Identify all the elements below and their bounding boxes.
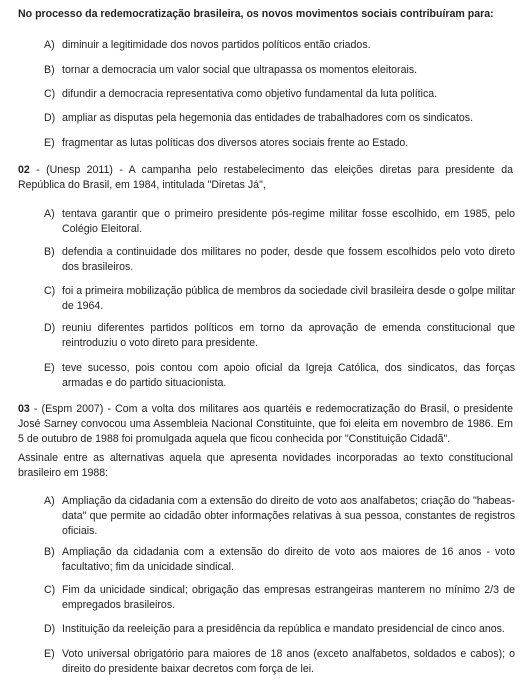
q1-option-e[interactable] <box>44 136 515 151</box>
option-letter: E) <box>44 648 55 660</box>
q3-option-e[interactable] <box>44 647 515 677</box>
option-letter: D) <box>44 112 56 124</box>
option-text: fragmentar as lutas políticas dos diversos atores sociais frente ao Estado. <box>62 137 409 149</box>
q2-statement <box>18 163 513 193</box>
option-letter: E) <box>44 362 55 374</box>
option-text: defendia a continuidade dos militares no poder, desde que fossem escolhidos pelo voto direto dos brasileiros. <box>62 246 515 273</box>
option-letter: A) <box>44 208 55 220</box>
q1-statement: No processo da redemocratização brasileira, os novos movimentos sociais contribuíram para: <box>18 8 494 20</box>
q3-option-c[interactable] <box>44 583 515 613</box>
q1-option-a[interactable] <box>44 38 515 53</box>
option-text: foi a primeira mobilização pública de membros da sociedade civil brasileira desde o golpe militar de 1964. <box>62 285 515 312</box>
option-text: Ampliação da cidadania com a extensão do direito de voto aos analfabetos; criação do "habeas-data" que permite ao cidadão obter informações relativas à sua pessoa, constantes de registros oficiais. <box>62 495 515 537</box>
option-letter: C) <box>44 88 56 100</box>
option-letter: A) <box>44 495 55 507</box>
q3-option-d[interactable] <box>44 622 515 637</box>
option-letter: B) <box>44 64 55 76</box>
q3-text: - (Espm 2007) - Com a volta dos militares aos quartéis e redemocratização do Brasil, o presidente José Sarney convocou uma Assembleia Nacional Constituinte, que foi eleita em novembro de 1986. Em 5 de outubro de 1988 foi promulgada aquela que ficou conhecida por "Constituição Cidadã". <box>18 403 513 445</box>
q2-option-b[interactable] <box>44 245 515 275</box>
option-text: Ampliação da cidadania com a extensão do direito de voto aos maiores de 16 anos - voto facultativo; fim da unicidade sindical. <box>62 546 515 573</box>
q2-option-e[interactable] <box>44 361 515 391</box>
q2-number: 02 <box>18 164 30 176</box>
q3-number: 03 <box>18 403 30 415</box>
q3-statement <box>18 402 513 447</box>
option-letter: A) <box>44 39 55 51</box>
q2-option-c[interactable] <box>44 284 515 314</box>
option-letter: D) <box>44 623 56 635</box>
q2-option-d[interactable] <box>44 321 515 351</box>
q1-option-b[interactable] <box>44 63 515 78</box>
option-text: Instituição da reeleição para a presidência da república e mandato presidencial de cinco anos. <box>62 623 505 635</box>
q3-option-a[interactable] <box>44 494 515 539</box>
q2-option-a[interactable] <box>44 207 515 237</box>
option-letter: D) <box>44 322 56 334</box>
q3-instruction: Assinale entre as alternativas aquela que apresenta novidades incorporadas ao texto constitucional brasileiro em 1988: <box>18 452 513 479</box>
option-letter: E) <box>44 137 55 149</box>
option-letter: C) <box>44 285 56 297</box>
option-letter: B) <box>44 246 55 258</box>
option-letter: C) <box>44 584 56 596</box>
option-text: difundir a democracia representativa como objetivo fundamental da luta política. <box>62 88 438 100</box>
option-text: tentava garantir que o primeiro presidente pós-regime militar fosse escolhido, em 1985, pelo Colégio Eleitoral. <box>62 208 515 235</box>
option-text: tornar a democracia um valor social que ultrapassa os momentos eleitorais. <box>62 64 418 76</box>
option-text: ampliar as disputas pela hegemonia das entidades de trabalhadores com os sindicatos. <box>62 112 474 124</box>
option-text: Fim da unicidade sindical; obrigação das empresas estrangeiras manterem no mínimo 2/3 de empregados brasileiros. <box>62 584 515 611</box>
q1-option-c[interactable] <box>44 87 515 102</box>
option-text: diminuir a legitimidade dos novos partidos políticos então criados. <box>62 39 371 51</box>
q1-option-d[interactable] <box>44 111 515 126</box>
option-text: reuniu diferentes partidos políticos em torno da aprovação de emenda constitucional que reintroduziu o voto direto para presidente. <box>62 322 515 349</box>
option-text: Voto universal obrigatório para maiores de 18 anos (exceto analfabetos, soldados e cabos); o direito do presidente baixar decretos com força de lei. <box>62 648 515 675</box>
q2-text: - (Unesp 2011) - A campanha pelo restabelecimento das eleições diretas para presidente da República do Brasil, em 1984, intitulada "Diretas Já", <box>18 164 513 191</box>
option-text: teve sucesso, pois contou com apoio oficial da Igreja Católica, dos sindicatos, das forças armadas e do partido situacionista. <box>62 362 515 389</box>
q3-option-b[interactable] <box>44 545 515 575</box>
option-letter: B) <box>44 546 55 558</box>
